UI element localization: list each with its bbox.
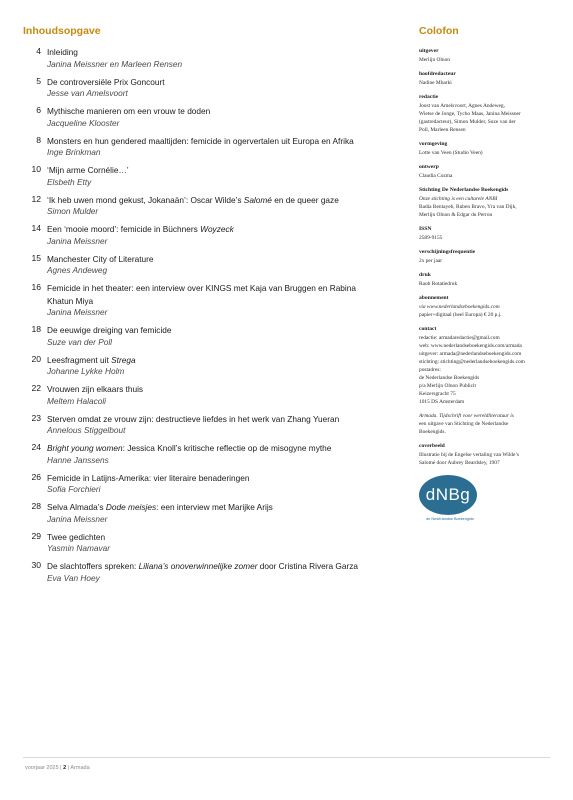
toc-page-number: 23 [31,412,41,423]
colofon-line: web: www.nederlandseboekengids.com/armada [419,343,522,349]
toc-entry-text [47,253,383,277]
colofon-label: ontwerp [419,164,439,170]
colofon-line: Raob Rotatiedruk [419,281,458,287]
toc-entry-title [47,46,383,59]
toc-entry-text [47,194,383,218]
colofon-label: ISSN [419,226,432,232]
colofon-line: Illustratie bij de Engelse vertaling van Wilde’s [419,452,519,458]
toc-title-segment: : een interview met Marijke Arijs [156,502,273,512]
toc-entry [23,105,383,129]
toc-entry [23,413,383,437]
toc-title-segment: ‘Ik heb uwen mond gekust, Jokanaän’: Oscar Wilde’s [47,194,244,205]
toc-entry-text [47,223,383,247]
toc-page-number: 22 [31,383,41,393]
colofon-label: coverbeeld [419,443,445,449]
toc-page-number: 16 [31,282,41,292]
toc-page-number: 29 [31,530,41,541]
toc-entry-author: Janina Meissner [47,235,108,246]
toc-entry [23,194,383,218]
colofon-line: Claudia Cozma [419,173,453,179]
toc-entry-title [47,560,383,573]
toc-entry-text [47,105,383,129]
toc-entry-title [47,472,383,485]
colofon-line: Merlijn Olnon & Edgar du Perron [419,212,493,218]
toc-entry [23,442,383,466]
toc-entry [23,383,383,407]
toc-page-number: 6 [36,105,41,115]
toc-entry-author: Jacqueline Klooster [47,117,120,128]
toc-entry-title [47,413,383,426]
colofon-section [419,412,559,436]
toc-entry-title [47,105,383,118]
toc-entry-author: Suze van der Poll [47,336,113,347]
colofon-label: uitgever [419,48,439,54]
toc-entry-text [47,560,383,584]
toc-entry-text [47,282,383,318]
toc-page-number: 5 [36,75,41,86]
toc-title-segment: Twee gedichten [47,531,106,542]
colofon-line: Onze stichting is een culturele ANBI [419,196,498,202]
toc-entry-author: Inge Brinkman [47,147,101,157]
toc-entry-author: Simon Mulder [47,206,99,216]
table-of-contents [23,25,383,590]
toc-title-segment: : Jessica Knoll’s kritische reflectie op de misogyne mythe [122,443,332,453]
toc-title-segment: Selva Almada’s [47,502,106,512]
toc-title-segment: ‘Mijn arme Cornélie…’ [47,165,129,175]
toc-title-segment: De slachtoffers spreken: [47,561,139,571]
colofon-line: Joost van Amelsvoort, Agnes Andeweg, [419,103,505,109]
toc-entry-title [47,223,383,236]
toc-entry-title [47,76,383,89]
toc-entry [23,253,383,277]
colofon-line: Keizersgracht 75 [419,391,456,397]
toc-page-number: 20 [31,353,41,364]
toc-title-segment: De controversiële Prix Goncourt [47,76,165,87]
colofon-line: postadres: [419,367,441,373]
toc-entry [23,501,383,525]
toc-entry-text [47,413,383,437]
colofon-line: Wietse de Jonge, Tycho Maas, Janina Meissner [419,111,521,117]
dnbg-logo [419,475,481,521]
toc-entry [23,223,383,247]
toc-entry-text [47,501,383,525]
toc-entry-title [47,253,383,266]
toc-entry-author: Meltem Halacoli [47,395,107,406]
colofon-line: p/a Merlijn Olnon Publicit [419,383,477,389]
toc-list [23,46,383,584]
toc-entry-title [47,194,383,207]
toc-title-segment: Strega [111,354,136,365]
toc-title-segment: Mythische manieren om een vrouw te doden [47,106,211,116]
toc-entry-text [47,383,383,407]
toc-entry-author: Janina Meissner [47,513,108,524]
colofon-label: hoofdredacteur [419,71,456,77]
colofon-line: 2x per jaar [419,258,443,264]
toc-page-number: 28 [31,501,41,511]
toc-entry-author: Janina Meissner [47,307,108,317]
colofon-section [419,294,559,319]
colofon-section [419,163,559,180]
dnbg-logo-subtitle: de Nederlandse Boekengids [426,517,474,521]
colofon-line: redactie: armadaredactie@gmail.com [419,335,500,341]
colofon-line: 2589-9155 [419,235,443,241]
toc-title-segment: Salomé [243,194,272,205]
toc-entry-text [47,442,383,466]
toc-entry-author: Jesse van Amelsvoort [47,88,128,98]
colofon-line: via www.nederlandseboekengids.com [419,304,500,310]
colofon-line: stichting: stichting@nederlandseboekengids.com [419,359,525,365]
colofon-section [419,186,559,219]
colofon-section [419,70,559,87]
toc-title-segment: en de queer gaze [271,194,339,205]
toc-page-number: 4 [36,46,41,56]
toc-title-segment: Monsters en hun gendered maaltijden: femicide in ogervertalen uit Europa en Afrika [47,135,354,146]
colofon-label: abonnement [419,295,449,301]
colofon-section [419,47,559,64]
footer-issue: voorjaar 2025 | [25,765,62,771]
toc-entry-title [47,442,383,455]
toc-entry [23,560,383,584]
toc-page-number: 14 [31,223,41,233]
colofon-section [419,325,559,406]
colofon-line: (gastredacteur), Simon Mulder, Suze van der [419,119,516,125]
colofon-section [419,140,559,157]
toc-entry [23,76,383,100]
page-footer [25,765,90,771]
toc-entry-text [47,324,383,348]
footer-page-number: 2 [63,765,67,771]
toc-entry-author: Yasmin Namavar [47,543,111,553]
toc-title-segment: Liliana’s onoverwinnelijke zomer [138,561,258,571]
toc-title-segment: Een ‘mooie moord’: femicide in Büchners [47,224,201,234]
toc-entry-author: Janina Meissner en Marleen Rensen [47,58,183,69]
toc-entry [23,531,383,555]
toc-page-number: 24 [31,442,41,452]
colofon-section [419,271,559,288]
toc-entry [23,282,383,318]
colofon-line: Badia Bentayeb, Ruben Bravo, Yra van Dijk, [419,204,517,210]
colofon-line: de Nederlandse Boekengids [419,375,480,381]
toc-entry [23,324,383,348]
toc-entry-text [47,354,383,378]
toc-entry-title [47,164,383,177]
footer-magazine: | Armada [67,765,90,771]
toc-entry-title [47,282,383,307]
colofon-line: Nadine Mbarki [419,80,452,86]
colofon-line: 1015 DS Amsterdam [419,399,465,405]
toc-entry-title [47,383,383,396]
toc-entry-title [47,531,383,544]
colofon-line: uitgever: armada@nederlandseboekengids.com [419,351,522,357]
colofon-line: Armada. Tijdschrift voor wereldliteratuur is [419,413,514,419]
toc-title-segment: Manchester City of Literature [47,253,154,264]
toc-page-number: 10 [31,164,41,174]
colofon-section [419,225,559,242]
colofon-heading: Colofon [419,25,459,37]
toc-entry-author: Hanne Janssens [47,454,109,465]
colofon-line: Boekengids. [419,429,446,435]
toc-title-segment: Woyzeck [200,224,234,234]
colofon [419,25,559,521]
colofon-label: contact [419,326,437,332]
toc-title-segment: door Cristina Rivera Garza [257,561,358,571]
toc-title-segment: Bright young women [47,443,123,453]
toc-title-segment: Dode meisjes [105,502,157,512]
colofon-line: Merlijn Olnon [419,57,450,63]
colofon-line: Poll, Marleen Rensen [419,127,466,133]
colofon-line: Salomé door Aubrey Beardsley, 1907 [419,460,500,466]
toc-page-number: 12 [31,193,41,204]
toc-page-number: 18 [31,324,41,334]
toc-entry-title [47,354,383,367]
colofon-label: Stichting De Nederlandse Boekengids [419,187,509,193]
toc-entry-title [47,501,383,514]
toc-heading: Inhoudsopgave [23,25,101,37]
toc-entry [23,164,383,188]
toc-entry [23,472,383,496]
toc-title-segment: Sterven omdat ze vrouw zijn: destructieve liefdes in het werk van Zhang Yueran [47,413,340,424]
toc-title-segment: Inleiding [47,47,78,57]
toc-title-segment: Femicide in Latijns-Amerika: vier literaire benaderingen [47,472,250,483]
toc-page-number: 15 [31,252,41,263]
toc-entry-text [47,164,383,188]
colofon-section [419,248,559,265]
toc-entry-author: Johanne Lykke Holm [47,366,125,376]
toc-title-segment: De eeuwige dreiging van femicide [47,325,172,335]
toc-entry-text [47,531,383,555]
colofon-label: redactie [419,94,439,100]
toc-entry [23,135,383,159]
colofon-line: een uitgave van Stichting de Nederlandse [419,421,509,427]
dnbg-logo-badge: dNBg [419,475,477,515]
toc-entry-author: Agnes Andeweg [47,265,108,275]
colofon-line: Lotte van Veen (Studio Veen) [419,150,483,156]
toc-entry-author: Annelous Stiggelbout [47,425,126,435]
toc-page-number: 26 [31,471,41,482]
toc-title-segment: Leesfragment uit [47,354,112,365]
colofon-label: verschijningsfrequentie [419,249,476,255]
footer-rule [23,757,550,758]
toc-entry-title [47,324,383,337]
colofon-section [419,442,559,467]
toc-entry [23,46,383,70]
toc-page-number: 30 [31,560,41,570]
colofon-list [419,47,559,467]
toc-entry-text [47,135,383,159]
toc-entry-author: Eva Van Hoey [47,572,100,583]
toc-page-number: 8 [36,134,41,145]
colofon-line: papier+digitaal (heel Europa) € 20 p.j. [419,312,502,318]
toc-entry-author: Sofia Forchieri [47,484,101,494]
toc-entry-text [47,472,383,496]
toc-entry-text [47,76,383,100]
toc-title-segment: Vrouwen zijn elkaars thuis [47,384,144,394]
colofon-label: vormgeving [419,141,448,147]
toc-entry [23,354,383,378]
toc-entry-text [47,46,383,70]
toc-entry-title [47,135,383,148]
toc-entry-author: Elsbeth Etty [47,176,92,187]
colofon-label: druk [419,272,431,278]
colofon-section [419,93,559,134]
toc-title-segment: Femicide in het theater: een interview over KINGS met Kaja van Bruggen en Rabina Khatun Miya [47,283,356,306]
